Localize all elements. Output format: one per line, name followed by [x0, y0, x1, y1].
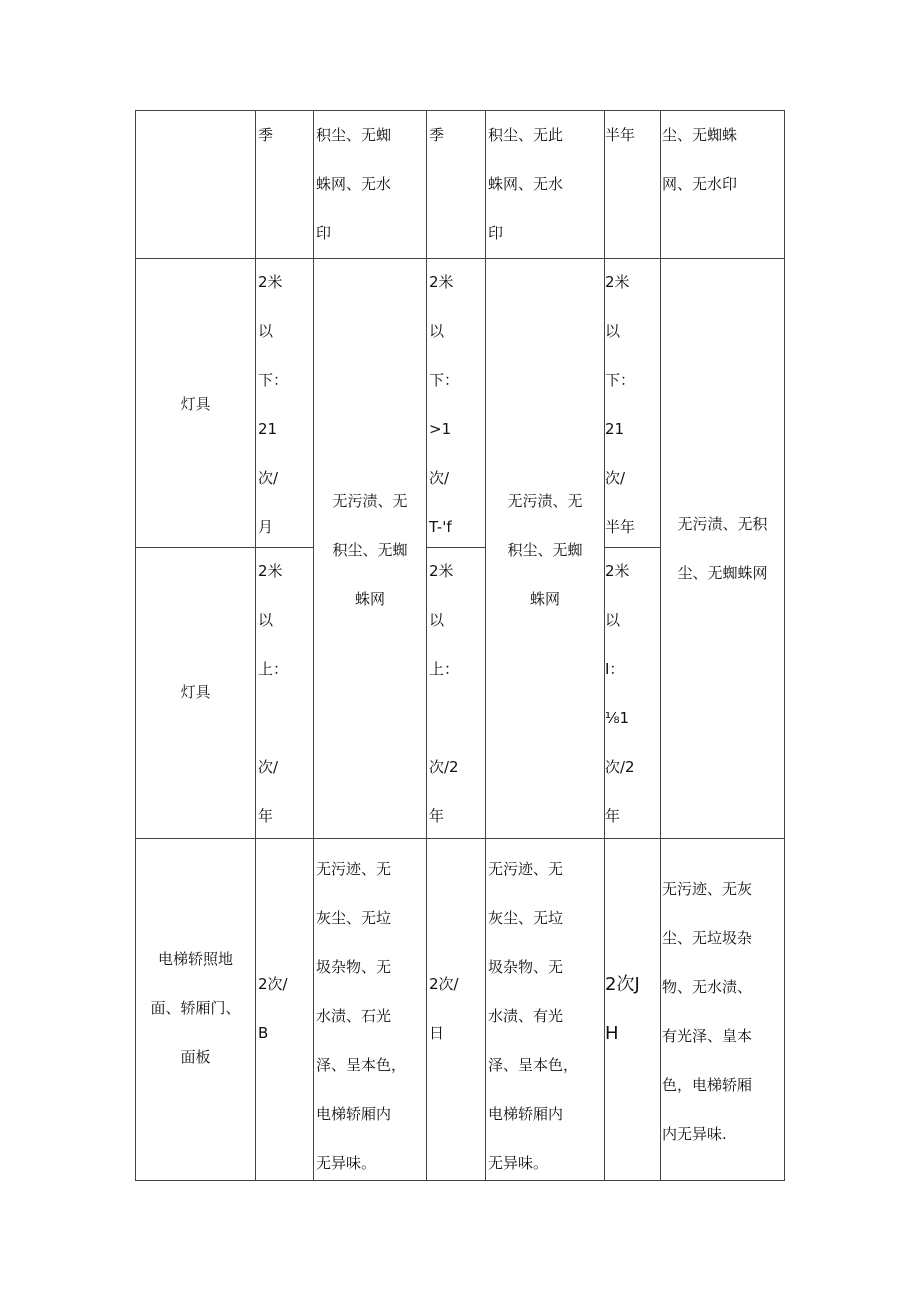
row3-std3: 无污迹、无灰 尘、无垃圾杂 物、无水渍、 有光泽、皇本 色，电梯轿厢 内无异味. — [662, 880, 753, 1143]
row0-std1: 积尘、无蜘 蛛网、无水 印 — [316, 126, 392, 242]
row0-freq1: 季 — [258, 126, 274, 144]
row1-freq2: 2米 以 下： >1 次/ T-'f — [429, 273, 460, 536]
merged-std2: 无污渍、无 积尘、无蜘 蛛网 — [507, 492, 583, 608]
row3-std1: 无污迹、无 灰尘、无垃 圾杂物、无 水渍、石光 泽、呈本色， 电梯轿厢内 无异味。 — [316, 860, 407, 1172]
merged-std3: 无污渍、无积 尘、无蜘蛛网 — [677, 515, 768, 582]
table-col-divider — [255, 110, 256, 1181]
row0-std3: 尘、无蜘蛛 网、无水印 — [662, 126, 738, 193]
row0-std2: 积尘、无此 蛛网、无水 印 — [488, 126, 564, 242]
row3-std2: 无污迹、无 灰尘、无垃 圾杂物、无 水渍、有光 泽、呈本色， 电梯轿厢内 无异味。 — [488, 860, 579, 1172]
row1-item: 灯具 — [180, 395, 211, 413]
row0-freq3: 半年 — [605, 126, 636, 144]
table-row-divider — [135, 258, 784, 259]
merged-std1: 无污渍、无 积尘、无蜘 蛛网 — [332, 492, 408, 608]
table-col-divider — [313, 110, 314, 1181]
row0-freq2: 季 — [429, 126, 445, 144]
row2-item: 灯具 — [180, 683, 211, 701]
table-border-right — [784, 110, 785, 1181]
row2-freq1: 2米 以 上： 次/ 年 — [258, 562, 289, 825]
table-col-divider — [485, 110, 486, 1181]
table-row-divider — [135, 547, 255, 548]
row2-freq3: 2米 以 I： ⅛1 次/2 年 — [605, 562, 635, 825]
row1-freq3: 2米 以 下： 21 次/ 半年 — [605, 273, 636, 536]
row3-freq3: 2次J H — [605, 974, 640, 1044]
row3-freq2: 2次/ 日 — [429, 975, 459, 1042]
table-col-divider — [426, 110, 427, 1181]
table-col-divider — [660, 110, 661, 1181]
table-border-bottom — [135, 1180, 784, 1181]
table-row-divider — [135, 838, 784, 839]
row3-item: 电梯轿照地 面、轿厢门、 面板 — [150, 950, 241, 1066]
row3-freq1: 2次/ B — [258, 975, 288, 1042]
row2-freq2: 2米 以 上： 次/2 年 — [429, 562, 460, 825]
row1-freq1: 2米 以 下： 21 次/ 月 — [258, 273, 289, 536]
